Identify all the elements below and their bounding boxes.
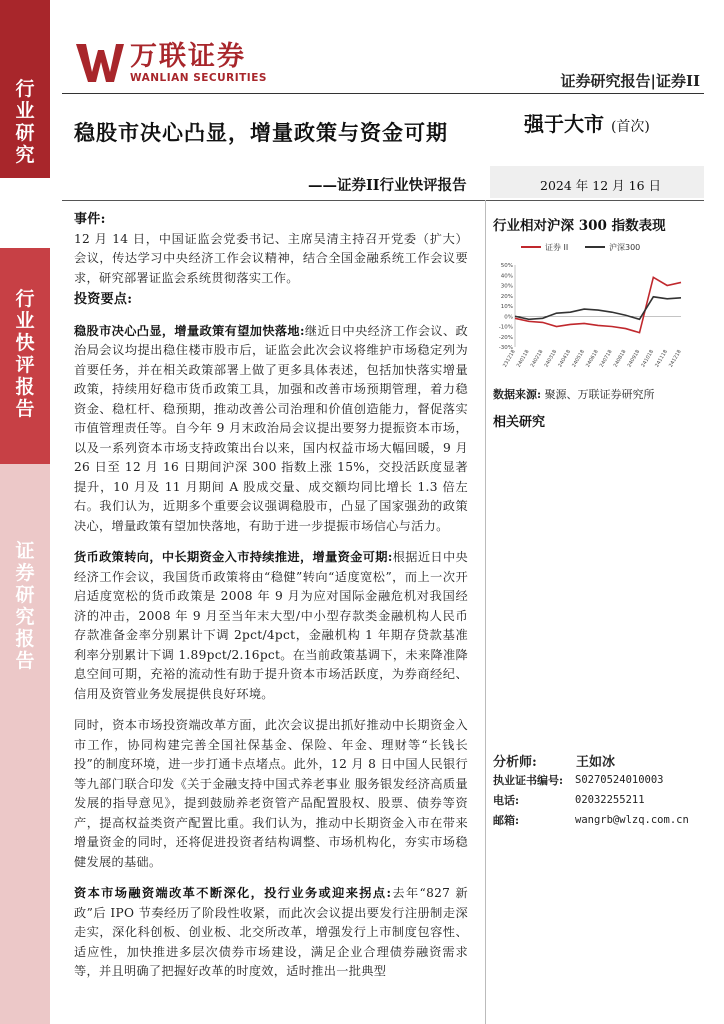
y-tick-label: -10% (498, 324, 513, 331)
paragraph-2-lead: 货币政策转向，中长期资金入市持续推进，增量资金可期: (74, 550, 393, 564)
analyst-phone-label: 电话: (493, 794, 520, 807)
sidebar-label-industry-research (0, 0, 50, 178)
event-text: 12 月 14 日，中国证监会党委书记、主席吴清主持召开党委（扩大）会议，传达学习中央经济工作会议精神，结合全国金融系统工作会议要求，研究部署证监会系统贯彻落实工作。 (74, 231, 468, 285)
y-tick-label: 10% (500, 304, 513, 310)
x-tick-label: 240218 (529, 349, 545, 369)
sidebar-char: 研 (15, 584, 35, 606)
column-divider (485, 200, 486, 1024)
sidebar-char: 报 (15, 376, 35, 398)
company-logo (74, 40, 267, 86)
analyst-name-row (493, 750, 705, 770)
analyst-cert-label: 执业证书编号: (493, 774, 564, 787)
points-heading: 投资要点: (74, 292, 133, 307)
sidebar-char: 告 (15, 398, 35, 420)
sidebar-gap (0, 178, 50, 248)
y-tick-label: -30% (498, 345, 513, 351)
paragraph-2-text: 根据近日中央经济工作会议，我国货币政策将由“稳健”转向“适度宽松”，而上一次开启适度宽松的货币政策是 2008 年 9 月为应对国际金融危机对我国经济的冲击，2008 年 9 月至当年末大型/中小型存款类金融机构人民币存款准备金率分别累计下调 2pct/4pct，金融机构 1 年期存贷款基准利率分别累计下调 1.89pct/2.16pct。在当前政策基调下，未来降准降息空间可期，充裕的流动性有助于提升资本市场活跃度，为券商经纪、信用及资管业务发展提供良好环境。 (74, 550, 468, 701)
sidebar-char: 评 (15, 354, 35, 376)
x-tick-label: 240718 (598, 349, 614, 369)
y-tick-label: -20% (498, 334, 513, 341)
report-date: 2024 年 12 月 16 日 (540, 178, 661, 193)
main-body (74, 210, 468, 982)
y-tick-label: 20% (500, 293, 513, 300)
series-line (515, 277, 681, 332)
x-tick-label: 241118 (654, 349, 669, 369)
y-tick-label: 0% (504, 314, 513, 321)
chart-title: 行业相对沪深 300 指数表现 (493, 218, 666, 234)
rating (524, 108, 650, 137)
rating-value: 强于大市 (524, 112, 604, 136)
y-tick-label: 40% (500, 273, 513, 280)
report-type: 证券研究报告|证券II (560, 72, 700, 90)
event-heading: 事件: (74, 212, 106, 227)
sidebar-char: 究 (15, 144, 35, 166)
x-tick-label: 241218 (667, 349, 683, 369)
paragraph-1 (74, 322, 468, 537)
paragraph-2 (74, 548, 468, 704)
analyst-cert-row (493, 770, 705, 790)
analyst-cert: S0270524010003 (575, 774, 664, 786)
x-tick-label: 240118 (515, 349, 531, 369)
x-tick-label: 240618 (584, 349, 600, 369)
sidebar-char: 究 (15, 606, 35, 628)
sidebar-char: 券 (15, 562, 35, 584)
y-tick-label: 50% (500, 263, 513, 269)
sidebar-char: 行 (15, 78, 35, 100)
analyst-info (493, 750, 705, 830)
sidebar-char: 研 (15, 122, 35, 144)
analyst-name: 王如冰 (575, 754, 615, 770)
page-subtitle: ——证券II行业快评报告 (308, 177, 467, 194)
analyst-phone-row (493, 790, 705, 810)
sidebar-label-securities-report (0, 464, 50, 1024)
analyst-email[interactable]: wangrb@wlzq.com.cn (575, 814, 689, 826)
sidebar-char: 业 (15, 100, 35, 122)
paragraph-4-text: 去年“827 新政”后 IPO 节奏经历了阶段性收紧，而此次会议提出要发行注册制走深走实，深化科创板、创业板、北交所改革，增强发行上市制度包容性、适应性，加快推进多层次债券市场建设，满足企业合理债券融资需求等，并且明确了把握好改革的时度效，适时推出一批典型 (74, 886, 468, 978)
sidebar (0, 0, 50, 1024)
analyst-email-row (493, 810, 705, 830)
wanlian-logo-icon (74, 40, 126, 86)
header-rule (62, 93, 704, 94)
x-tick-label: 240418 (557, 349, 573, 369)
paragraph-4 (74, 884, 468, 982)
paragraph-1-lead: 稳股市决心凸显，增量政策有望加快落地: (74, 323, 305, 338)
sidebar-char: 报 (15, 628, 35, 650)
sidebar-label-quick-review (0, 248, 50, 464)
sidebar-char: 告 (15, 650, 35, 672)
y-tick-label: 30% (500, 283, 513, 290)
analyst-phone: 02032255211 (575, 794, 645, 806)
x-tick-label: 241018 (640, 349, 656, 369)
chart-source-text: 聚源、万联证券研究所 (544, 388, 655, 401)
x-tick-label: 240518 (571, 349, 586, 369)
x-tick-label: 240818 (612, 349, 628, 369)
logo-en-text: WANLIAN SECURITIES (130, 72, 267, 84)
x-tick-label: 240918 (626, 349, 642, 369)
related-research-heading: 相关研究 (493, 415, 546, 430)
chart-source-label: 数据来源: (493, 388, 542, 401)
analyst-email-label: 邮箱: (493, 814, 520, 827)
page-title: 稳股市决心凸显，增量政策与资金可期 (74, 120, 448, 145)
series-line (515, 297, 681, 320)
paragraph-1-text: 继近日中央经济工作会议、政治局会议均提出稳住楼市股市后，证监会此次会议将维护市场稳定列为首要任务，并在相关政策部署上做了更多具体表述，包括加快落实增量政策，持续用好稳市货币政策工具，加强和改善市场预期管理，着力稳资金、稳杠杆、稳预期，推动改善公司治理和价值创造能力，督促落实市值管理责任等。自今年 9 月末政治局会议提出要努力提振资本市场，以及一系列资本市场支持政策出台以来，国内权益市场大幅回暖，9 月 26 日至 12 月 16 日期间沪深 300 指数上涨 15%，交投活跃度显著提升，10 月及 11 月期间 A 股成交量、成交额均同比增长 1.3 倍左右。我们认为，近期多个重要会议强调稳股市，凸显了国家强劲的政策决心，增量政策有望加快落地，有助于进一步提振市场信心与活力。 (74, 323, 468, 533)
sidebar-char: 证 (15, 540, 35, 562)
relative-performance-chart (493, 235, 705, 370)
x-tick-label: 231218 (501, 349, 517, 369)
rating-note: (首次) (610, 119, 650, 135)
x-tick-label: 240318 (543, 349, 559, 369)
sidebar-char: 业 (15, 310, 35, 332)
analyst-label: 分析师: (493, 754, 537, 770)
paragraph-4-lead: 资本市场融资端改革不断深化，投行业务或迎来拐点: (74, 886, 392, 900)
sidebar-char: 快 (15, 332, 35, 354)
sidebar-char: 行 (15, 288, 35, 310)
logo-cn-text: 万联证券 (130, 41, 246, 72)
paragraph-3: 同时，资本市场投资端改革方面，此次会议提出抓好推动中长期资金入市工作，协同构建完善全国社保基金、保险、年金、理财等“长钱长投”的制度环境，进一步打通卡点堵点。此外，12 月 8 日中国人民银行等九部门联合印发《关于金融支持中国式养老事业 服务银发经济高质量发展的指导意见》，提到鼓励养老资管产品配置股权、股票、债券等资产，提高权益类资产配置比重。我们认为，推动中长期资金入市在带来增量资金的同时，还将促进投资者结构调整、市场机构化，夯实市场稳健发展的基础。 (74, 718, 468, 869)
section-rule (62, 200, 704, 201)
legend-label: 证券 II (545, 243, 569, 252)
chart-source (493, 386, 655, 402)
legend-label: 沪深300 (609, 243, 641, 252)
